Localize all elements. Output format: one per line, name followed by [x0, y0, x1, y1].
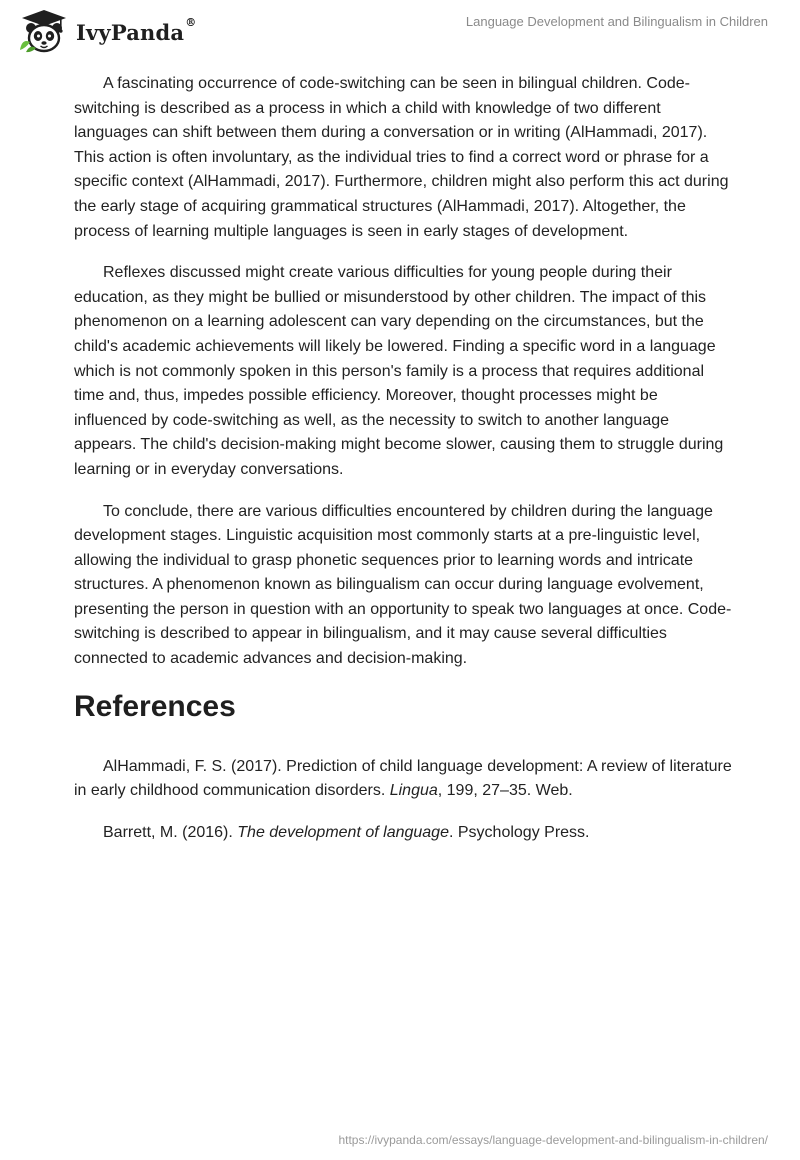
reference-text: , 199, 27–35. Web. [437, 782, 573, 800]
reference-text: . Psychology Press. [448, 823, 590, 841]
references-heading: References [74, 689, 236, 723]
body-paragraph: Reflexes discussed might create various difficulties for young people during their education, as they might be bullied or misunderstood by other children. The impact of this phenomenon on a learning adolescent can vary depending on the circumstances, but the child's academic achievements will likely be lowered. Finding a specific word in a language which is not commonly spoken in this person's family is a process that requires additional time and, thus, impedes possible efficiency. Moreover, thought processes might be influenced by code-switching as well, as the necessity to switch to another language appears. The child's decision-making might become slower, causing them to struggle during learning or in everyday conversations. [74, 264, 724, 478]
reference-item [74, 821, 734, 846]
reference-text: Barrett, M. (2016). [103, 823, 238, 841]
reference-journal: Lingua [389, 782, 438, 800]
ivypanda-logo[interactable] [16, 8, 196, 56]
reference-text: AlHammadi, F. S. (2017). Prediction of child language development: A review of literature in early childhood communication disorders. [74, 757, 732, 800]
page-header [0, 0, 800, 70]
panda-graduate-icon [16, 8, 72, 56]
essay-body [74, 72, 734, 862]
reference-item [74, 755, 734, 804]
body-paragraph: A fascinating occurrence of code-switching can be seen in bilingual children. Code-switching is described as a process in which a child with knowledge of two different languages can shift between them during a conversation or in writing (AlHammadi, 2017). This action is often involuntary, as the individual tries to find a correct word or phrase for a specific context (AlHammadi, 2017). Furthermore, children might also perform this act during the early stage of acquiring grammatical structures (AlHammadi, 2017). Altogether, the process of learning multiple languages is seen in early stages of development. [74, 75, 729, 240]
logo-wordmark: IvyPanda® [76, 15, 197, 45]
reference-book-title: The development of language [237, 823, 449, 841]
document-title: Language Development and Bilingualism in Children [465, 14, 768, 29]
body-paragraph: To conclude, there are various difficulties encountered by children during the language development stages. Linguistic acquisition most commonly starts at a pre-linguistic level, allowing the individual to grasp phonetic sequences prior to learning words and intricate structures. A phenomenon known as bilingualism can occur during language evolvement, presenting the person in question with an opportunity to speak two languages at once. Code-switching is described to appear in bilingualism, and it may cause several difficulties connected to academic advances and decision-making. [74, 502, 732, 668]
source-url-link[interactable]: https://ivypanda.com/essays/language-development-and-bilingualism-in-children/ [338, 1133, 768, 1147]
